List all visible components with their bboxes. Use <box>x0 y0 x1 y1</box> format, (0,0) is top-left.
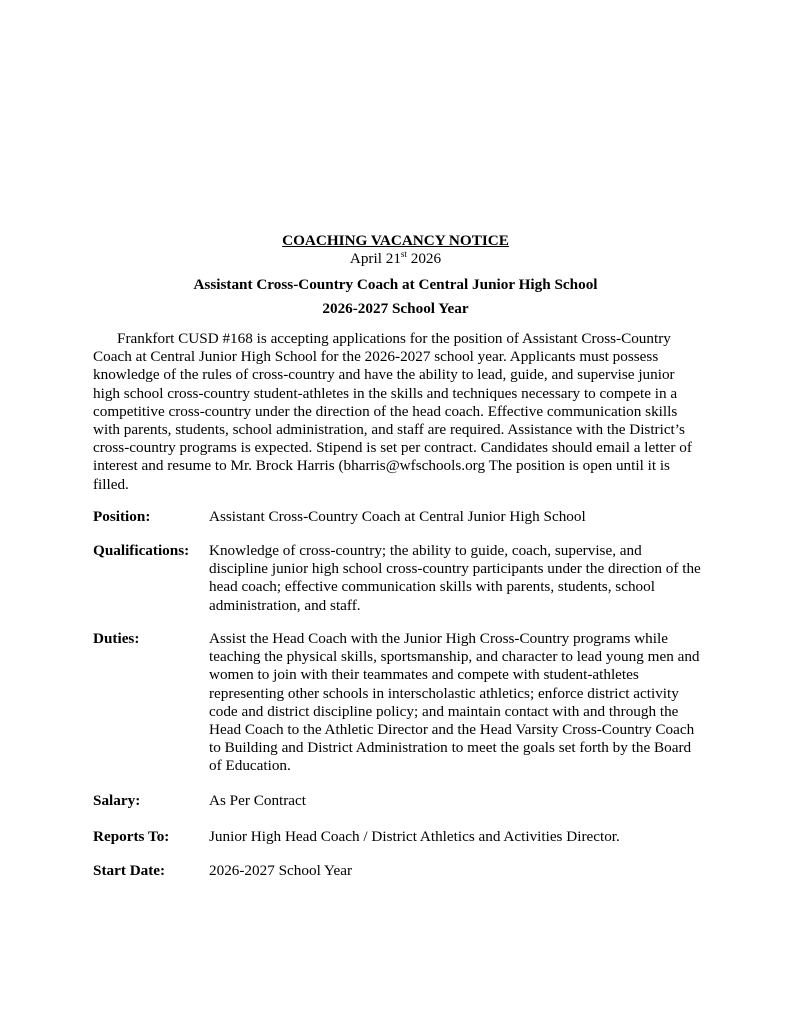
reports-to-field <box>93 828 703 846</box>
position-label: Position: <box>93 508 151 525</box>
reports-to-label: Reports To: <box>93 828 170 845</box>
date-suffix: st <box>400 248 407 259</box>
position-title: Assistant Cross-Country Coach at Central Junior High School <box>193 276 598 293</box>
reports-to-value: Junior High Head Coach / District Athletics and Activities Director. <box>209 828 620 845</box>
start-date-label: Start Date: <box>93 862 166 879</box>
position-value: Assistant Cross-Country Coach at Central Junior High School <box>209 508 586 525</box>
qualifications-label: Qualifications: <box>93 542 190 559</box>
salary-label: Salary: <box>93 792 141 809</box>
position-field <box>93 508 703 526</box>
notice-date <box>0 250 791 268</box>
start-date-value: 2026-2027 School Year <box>209 862 353 879</box>
start-date-field <box>93 862 703 880</box>
intro-paragraph: Frankfort CUSD #168 is accepting applications for the position of Assistant Cross-Country Coach at Central Junior High School for the 2026-2027 school year. Applicants must possess knowledge of the rules of cross-country and have the ability to lead, guide, and supervise junior high school cross-country student-athletes in the skills and techniques necessary to compete in a competitive cross-country under the direction of the head coach. Effective communication skills with parents, students, school administration, and staff are required. Assistance with the District’s cross-country programs is expected. Stipend is set per contract. Candidates should email a letter of interest and resume to Mr. Brock Harris (bharris@wfschools.org The position is open until it is filled. <box>93 330 692 493</box>
qualifications-field <box>93 542 703 615</box>
duties-label: Duties: <box>93 630 140 647</box>
school-year-heading: 2026-2027 School Year <box>322 300 469 317</box>
salary-field <box>93 792 703 810</box>
date-year: 2026 <box>406 250 442 267</box>
qualifications-value: Knowledge of cross-country; the ability to guide, coach, supervise, and discipline junior high school cross-country participants under the direction of the head coach; effective communication skills with parents, students, school administration, and staff. <box>209 542 701 614</box>
notice-title: COACHING VACANCY NOTICE <box>282 232 509 249</box>
salary-value: As Per Contract <box>209 792 307 809</box>
duties-value: Assist the Head Coach with the Junior High Cross-Country programs while teaching the physical skills, sportsmanship, and character to lead young men and women to join with their teammates and compete with student-athletes representing other schools in interscholastic athletics; enforce district activity code and district discipline policy; and maintain contact with and through the Head Coach to the Athletic Director and the Head Varsity Cross-Country Coach to Building and District Administration to meet the goals set forth by the Board of Education. <box>209 630 700 775</box>
duties-field <box>93 630 703 776</box>
date-main: April 21 <box>349 250 401 267</box>
